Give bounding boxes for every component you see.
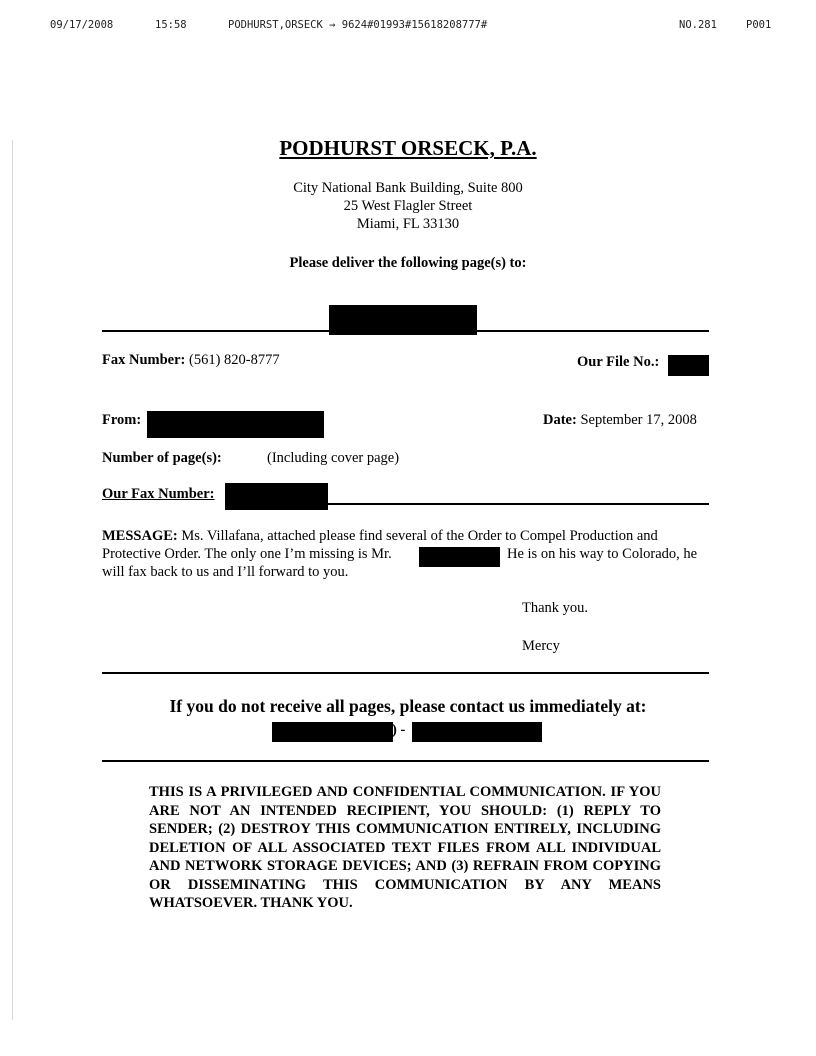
redaction-our-fax xyxy=(225,483,328,510)
scan-edge xyxy=(12,140,13,1020)
address-line-3: Miami, FL 33130 xyxy=(356,216,460,232)
pages-note: (Including cover page) xyxy=(267,450,400,466)
date-label: Date: xyxy=(543,412,577,428)
address-line-1: City National Bank Building, Suite 800 xyxy=(293,180,523,196)
our-fax-line xyxy=(328,503,709,505)
fax-number-label: Fax Number: xyxy=(102,352,186,368)
message-text-2a: Protective Order. The only one I’m missing is Mr. xyxy=(102,546,392,562)
firm-name: PODHURST ORSECK, P.A. xyxy=(279,136,537,160)
deliver-text: Please deliver the following page(s) to: xyxy=(289,255,527,271)
contact-text: If you do not receive all pages, please contact us immediately at: xyxy=(169,696,647,716)
redaction-recipient xyxy=(329,305,477,335)
confidentiality-notice: THIS IS A PRIVILEGED AND CONFIDENTIAL COMMUNICATION. IF YOU ARE NOT AN INTENDED RECIPIENT, YOU SHOULD: (1) REPLY TO SENDER; (2) DESTROY THIS COMMUNICATION ENTIRELY, INCLUDING DELETION OF ALL ASSOCIATED TEXT FILES FROM ALL INDIVIDUAL AND NETWORK STORAGE DEVICES; AND (3) REFRAIN FROM COPYING OR DISSEMINATING THIS COMMUNICATION BY ANY MEANS WHATSOEVER. THANK YOU. xyxy=(149,784,661,911)
redaction-from xyxy=(147,411,324,438)
phone-separator: ) - xyxy=(392,722,406,738)
fax-number-value: (561) 820-8777 xyxy=(189,352,280,368)
divider-2 xyxy=(102,760,709,762)
fax-date: 09/17/2008 xyxy=(50,19,114,31)
fax-number: NO.281 xyxy=(679,19,717,31)
our-fax-label: Our Fax Number: xyxy=(102,486,215,502)
file-no-label: Our File No.: xyxy=(577,354,660,370)
message-line-1 xyxy=(102,527,709,545)
redaction-message-name xyxy=(419,547,500,567)
divider-1 xyxy=(102,672,709,674)
signature: Mercy xyxy=(522,638,560,654)
pages-label: Number of page(s): xyxy=(102,450,222,466)
fax-number-field xyxy=(102,352,280,369)
message-text-1: Ms. Villafana, attached please find several of the Order to Compel Production and xyxy=(181,528,658,544)
from-label: From: xyxy=(102,412,142,428)
fax-route: PODHURST,ORSECK → 9624#01993#15618208777# xyxy=(228,19,488,31)
message-label: MESSAGE: xyxy=(102,528,178,544)
message-text-2b: He is on his way to Colorado, he xyxy=(507,546,698,562)
redaction-phone-1 xyxy=(272,722,393,742)
fax-page: P001 xyxy=(746,19,772,31)
redaction-file-no xyxy=(668,355,709,376)
date-field xyxy=(543,412,697,429)
fax-time: 15:58 xyxy=(155,19,187,31)
address-line-2: 25 West Flagler Street xyxy=(343,198,473,214)
message-text-3: will fax back to us and I’ll forward to you. xyxy=(102,564,349,580)
thank-you: Thank you. xyxy=(522,600,589,616)
address-block xyxy=(0,179,816,233)
redaction-phone-2 xyxy=(412,722,542,742)
date-value: September 17, 2008 xyxy=(580,412,697,428)
